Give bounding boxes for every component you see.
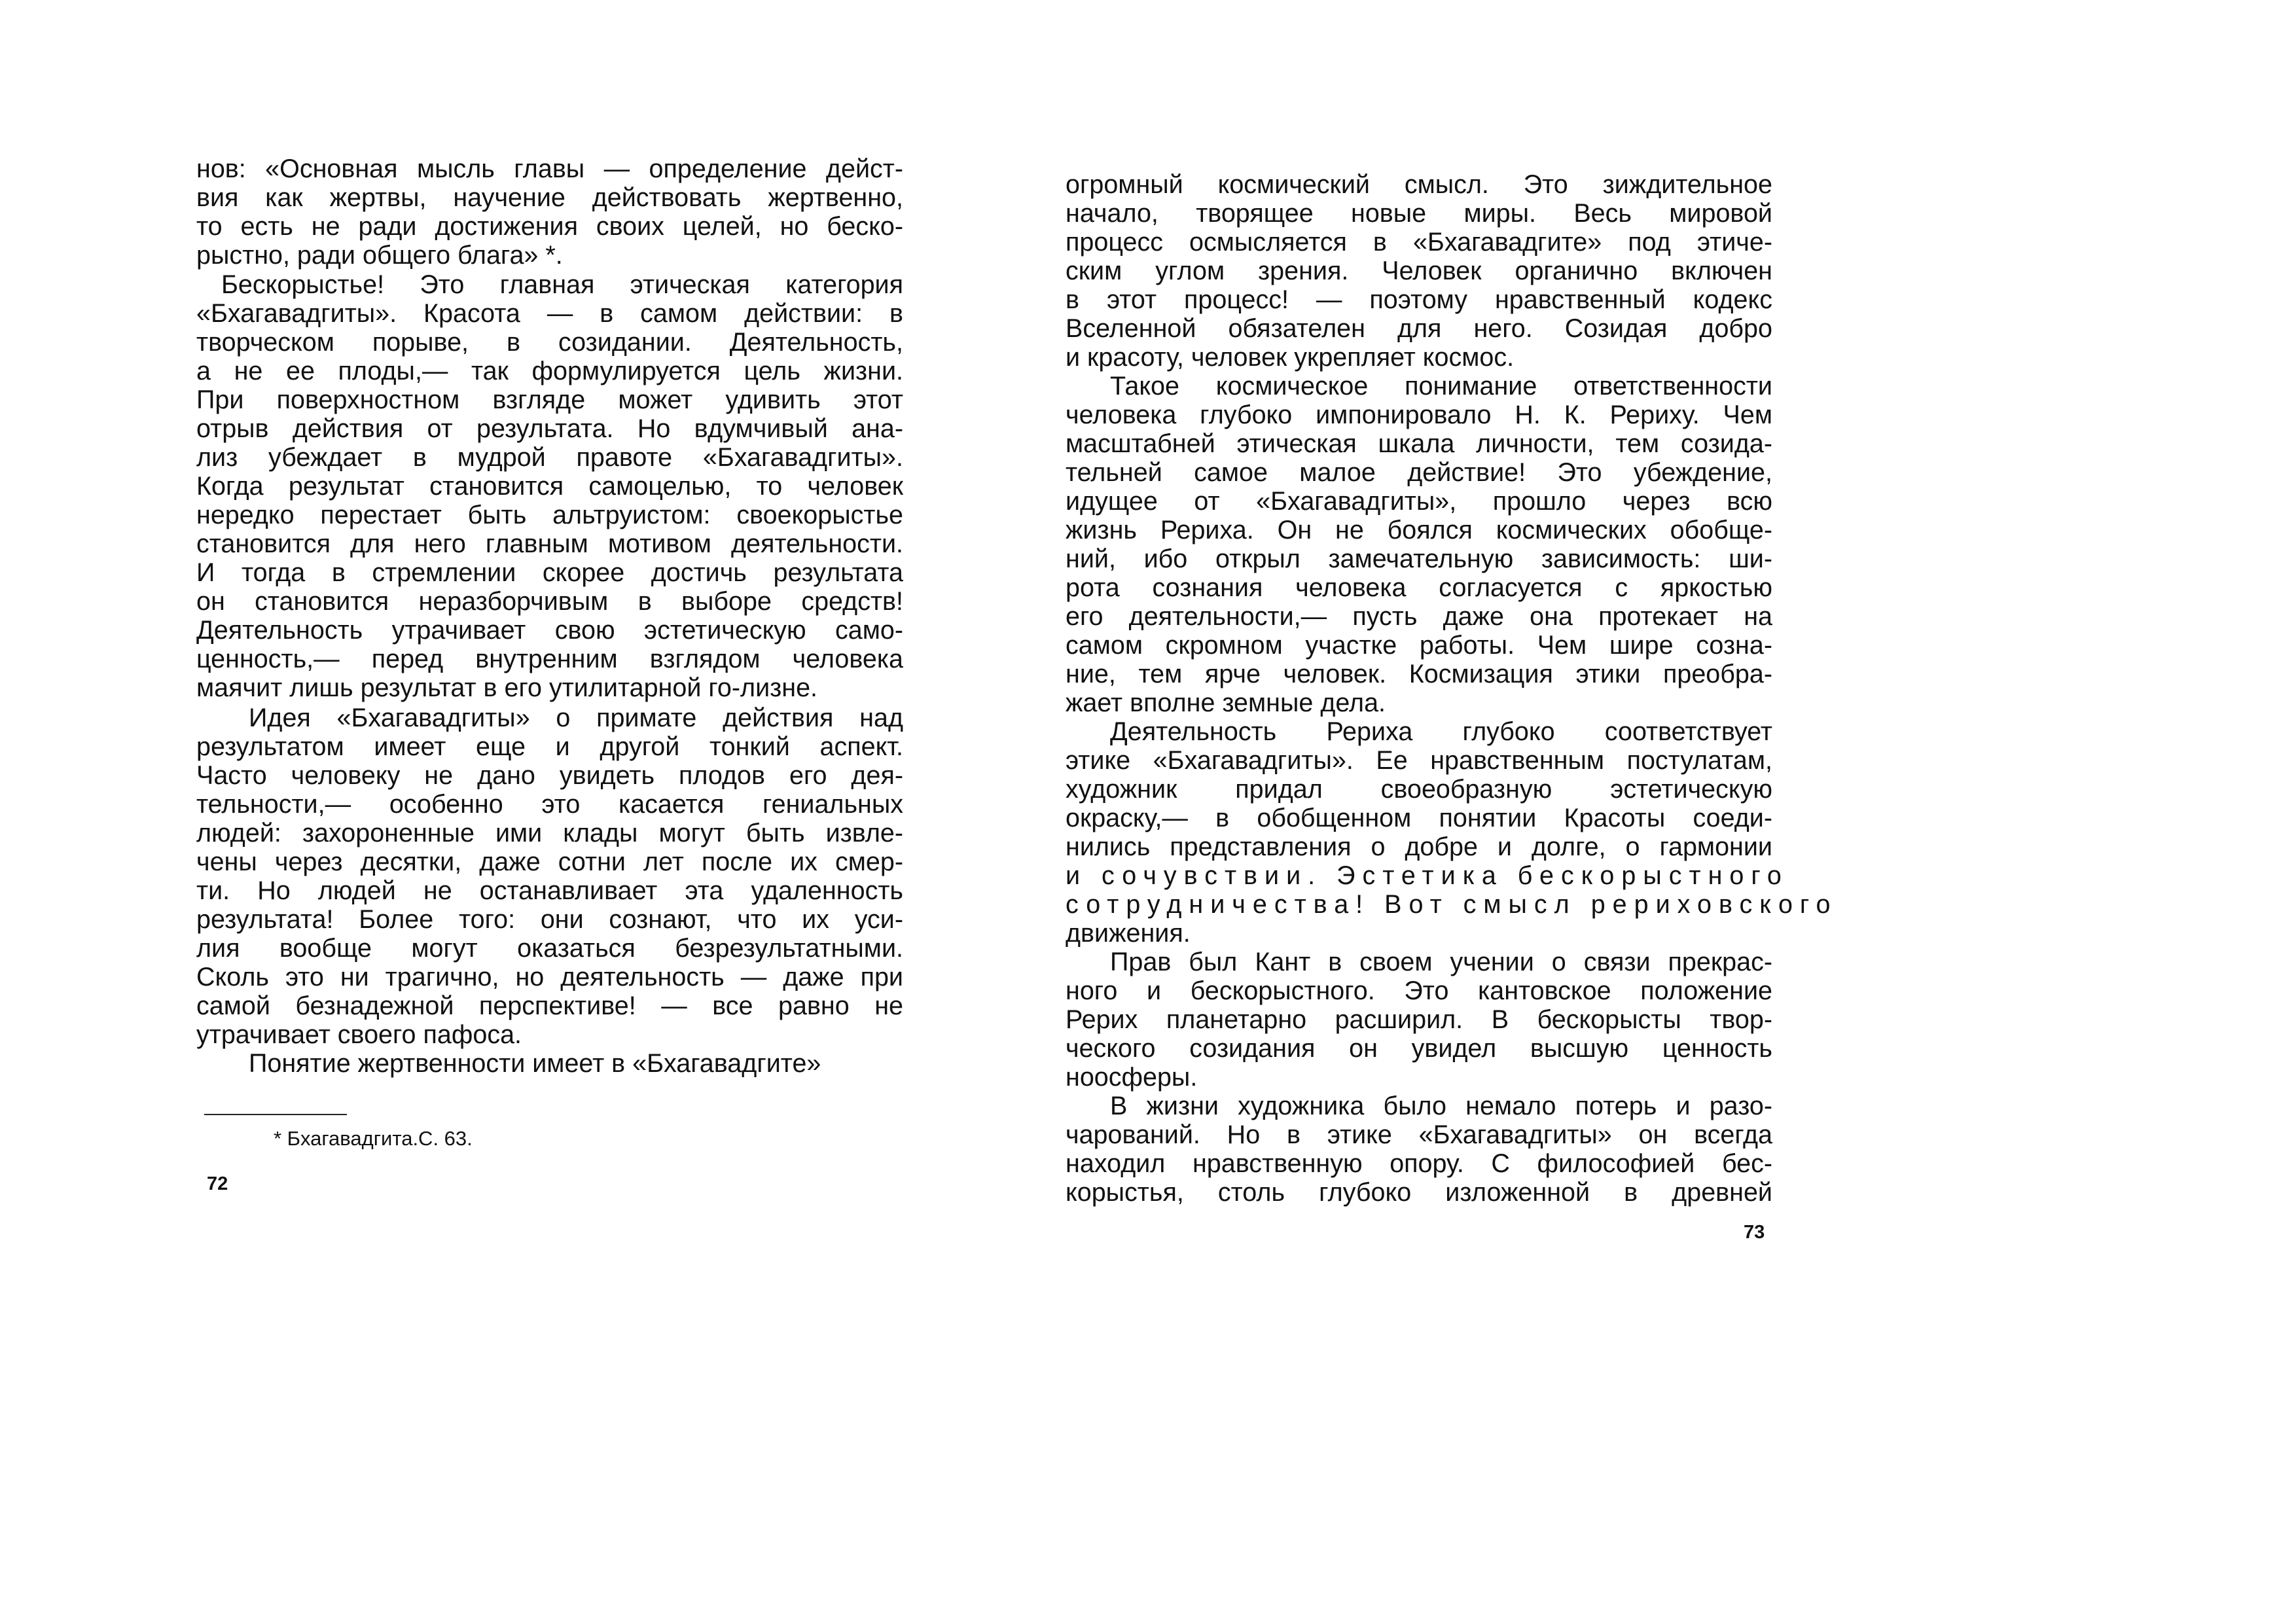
left-page-line-16: он становится неразборчивым в выборе средств! [196, 587, 903, 616]
left-page-line-7: творческом порыве, в созидании. Деятельность, [196, 328, 903, 357]
left-page-line-17: Деятельность утрачивает свою эстетическую само- [196, 616, 903, 645]
left-page-line-22: Часто человеку не дано увидеть плодов его дея- [196, 761, 903, 790]
right-page-line-26: сотрудничества! Вот смысл рериховского [1066, 890, 1838, 919]
left-page-line-12: Когда результат становится самоцелью, то человек [196, 472, 903, 501]
right-page-line-7: и красоту, человек укрепляет космос. [1066, 343, 1515, 372]
right-page-line-16: его деятельности,— пусть даже она протекает на [1066, 602, 1772, 631]
left-page-line-5: Бескорыстье! Это главная этическая категория [221, 270, 903, 299]
left-page-line-32: Понятие жертвенности имеет в «Бхагавадгите» [249, 1049, 821, 1078]
left-page-line-6: «Бхагавадгиты». Красота — в самом действии: в [196, 299, 903, 328]
right-page-line-3: процесс осмысляется в «Бхагавадгите» под этиче- [1066, 228, 1772, 257]
right-page-line-9: человека глубоко импонировало Н. К. Рериху. Чем [1066, 401, 1772, 429]
right-page-line-4: ским углом зрения. Человек органично включен [1066, 257, 1772, 285]
right-page-line-21: этике «Бхагавадгиты». Ее нравственным постулатам, [1066, 746, 1772, 775]
left-page-line-24: людей: захороненные ими клады могут быть извле- [196, 819, 903, 847]
footnote-text: * Бхагавадгита.С. 63. [274, 1127, 473, 1150]
right-page-line-23: окраску,— в обобщенном понятии Красоты соеди- [1066, 804, 1772, 832]
right-page-line-19: жает вполне земные дела. [1066, 688, 1386, 717]
right-page-line-12: идущее от «Бхагавадгиты», прошло через всю [1066, 487, 1772, 516]
right-page-line-6: Вселенной обязателен для него. Созидая добро [1066, 314, 1772, 343]
left-page-line-26: ти. Но людей не останавливает эта удаленность [196, 876, 903, 905]
left-page-line-27: результата! Более того: они сознают, что их уси- [196, 905, 903, 934]
right-page-line-36: корыстья, столь глубоко изложенной в древней [1066, 1178, 1772, 1207]
right-page-line-29: ного и бескорыстного. Это кантовское положение [1066, 976, 1772, 1005]
right-page-line-33: В жизни художника было немало потерь и разо- [1110, 1092, 1772, 1120]
left-page-line-28: лия вообще могут оказаться безрезультатными. [196, 934, 903, 963]
right-page-line-15: рота сознания человека согласуется с яркостью [1066, 573, 1772, 602]
right-page-line-10: масштабней этическая шкала личности, тем созида- [1066, 429, 1772, 458]
left-page-line-30: самой безнадежной перспективе! — все равно не [196, 991, 903, 1020]
left-page-line-29: Сколь это ни трагично, но деятельность — даже при [196, 963, 903, 991]
left-page-line-21: результатом имеет еще и другой тонкий аспект. [196, 732, 903, 761]
right-page-line-25: и сочувствии. Эстетика бескорыстного [1066, 861, 1789, 890]
left-page-line-14: становится для него главным мотивом деятельности. [196, 529, 903, 558]
left-page-line-15: И тогда в стремлении скорее достичь результата [196, 558, 903, 587]
right-page-line-20: Деятельность Рериха глубоко соответствует [1110, 717, 1772, 746]
left-page-line-3: то есть не ради достижения своих целей, но беско- [196, 212, 903, 241]
footnote-rule [204, 1114, 347, 1115]
left-page-line-18: ценность,— перед внутренним взглядом человека [196, 645, 903, 673]
left-page-number: 72 [207, 1173, 228, 1194]
left-page-line-25: чены через десятки, даже сотни лет после их смер- [196, 847, 903, 876]
right-page-line-11: тельней самое малое действие! Это убеждение, [1066, 458, 1772, 487]
left-page-line-8: а не ее плоды,— так формулируется цель жизни. [196, 357, 903, 385]
left-page-line-2: вия как жертвы, научение действовать жертвенно, [196, 183, 903, 212]
right-page-line-35: находил нравственную опору. С философией бес- [1066, 1149, 1772, 1178]
right-page [1066, 170, 1838, 1270]
right-page-line-1: огромный космический смысл. Это зиждительное [1066, 170, 1772, 199]
left-page-line-23: тельности,— особенно это касается гениальных [196, 790, 903, 819]
right-page-line-22: художник придал своеобразную эстетическую [1066, 775, 1772, 804]
right-page-line-24: нились представления о добре и долге, о гармонии [1066, 832, 1772, 861]
right-page-line-28: Прав был Кант в своем учении о связи прекрас- [1110, 948, 1772, 976]
right-page-number: 73 [1744, 1222, 1765, 1243]
left-page-line-4: рыстно, ради общего блага» *. [196, 241, 563, 270]
right-page-line-31: ческого созидания он увидел высшую ценность [1066, 1034, 1772, 1063]
right-page-line-8: Такое космическое понимание ответственности [1110, 372, 1772, 401]
left-page [196, 154, 903, 1215]
left-page-line-9: При поверхностном взгляде может удивить этот [196, 385, 903, 414]
left-page-line-11: лиз убеждает в мудрой правоте «Бхагавадгиты». [196, 443, 903, 472]
left-page-line-10: отрыв действия от результата. Но вдумчивый ана- [196, 414, 903, 443]
left-page-line-31: утрачивает своего пафоса. [196, 1020, 522, 1049]
right-page-line-2: начало, творящее новые миры. Весь мировой [1066, 199, 1772, 228]
right-page-line-32: ноосферы. [1066, 1063, 1198, 1092]
left-page-line-19: маячит лишь результат в его утилитарной го-лизне. [196, 673, 818, 702]
left-page-line-20: Идея «Бхагавадгиты» о примате действия над [249, 704, 903, 732]
left-page-line-1: нов: «Основная мысль главы — определение дейст- [196, 154, 903, 183]
right-page-line-34: чарований. Но в этике «Бхагавадгиты» он всегда [1066, 1120, 1772, 1149]
right-page-line-27: движения. [1066, 919, 1191, 948]
right-page-line-5: в этот процесс! — поэтому нравственный кодекс [1066, 285, 1772, 314]
left-page-line-13: нередко перестает быть альтруистом: своекорыстье [196, 501, 903, 529]
right-page-line-18: ние, тем ярче человек. Космизация этики преобра- [1066, 660, 1772, 688]
right-page-line-14: ний, ибо открыл замечательную зависимость: ши- [1066, 544, 1772, 573]
right-page-line-17: самом скромном участке работы. Чем шире созна- [1066, 631, 1772, 660]
right-page-line-13: жизнь Рериха. Он не боялся космических обобще- [1066, 516, 1772, 544]
right-page-line-30: Рерих планетарно расширил. В бескорысты твор- [1066, 1005, 1772, 1034]
